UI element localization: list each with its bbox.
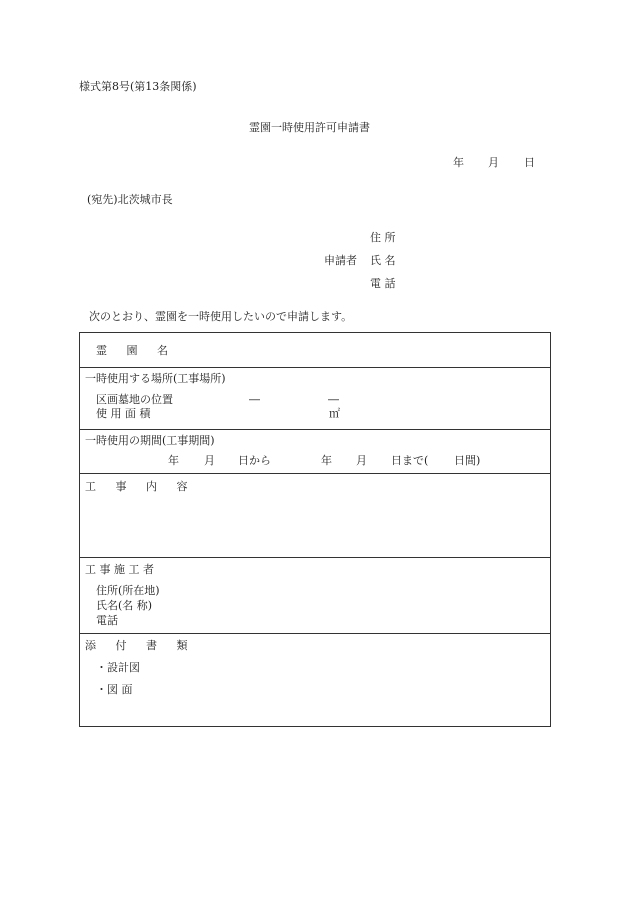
period-from-month: 月 bbox=[204, 454, 215, 467]
applicant-address-label: 住 所 bbox=[370, 231, 396, 244]
area-label: 使 用 面 積 bbox=[96, 407, 151, 420]
period-from-day: 日から bbox=[238, 454, 271, 467]
addressee: (宛先)北茨城市長 bbox=[87, 193, 173, 206]
form-number: 様式第8号(第13条関係) bbox=[79, 80, 197, 93]
row-contractor bbox=[80, 557, 550, 634]
period-heading: 一時使用の期間(工事期間) bbox=[85, 434, 215, 447]
contractor-phone-label: 電話 bbox=[96, 614, 118, 627]
area-unit: ㎡ bbox=[329, 407, 340, 420]
applicant-phone-label: 電 話 bbox=[370, 277, 396, 290]
row-cemetery-name bbox=[80, 333, 550, 368]
period-to-day: 日まで( bbox=[391, 454, 429, 467]
row-period bbox=[80, 429, 550, 474]
attachments-heading: 添 付 書 類 bbox=[85, 639, 196, 652]
location-heading: 一時使用する場所(工事場所) bbox=[85, 372, 226, 385]
cemetery-name-label: 霊 園 名 bbox=[96, 344, 176, 357]
document-title: 霊園一時使用許可申請書 bbox=[249, 121, 370, 134]
row-attachments bbox=[80, 633, 550, 726]
application-form-table bbox=[79, 332, 551, 727]
attachment-item: ・図 面 bbox=[96, 683, 133, 696]
date-month: 月 bbox=[488, 156, 499, 169]
period-days: 日間) bbox=[454, 454, 481, 467]
applicant-label: 申請者 bbox=[324, 254, 357, 267]
period-from-year: 年 bbox=[168, 454, 179, 467]
plot-position-label: 区画墓地の位置 bbox=[96, 393, 173, 406]
plot-dash-2: ― bbox=[328, 393, 339, 406]
contractor-name-label: 氏名(名 称) bbox=[96, 599, 153, 612]
period-to-month: 月 bbox=[356, 454, 367, 467]
applicant-name-label: 氏 名 bbox=[370, 254, 396, 267]
date-year: 年 bbox=[453, 156, 464, 169]
contractor-address-label: 住所(所在地) bbox=[96, 584, 160, 597]
contractor-heading: 工 事 施 工 者 bbox=[85, 563, 154, 576]
attachment-item: ・設計図 bbox=[96, 661, 140, 674]
date-day: 日 bbox=[524, 156, 535, 169]
plot-dash-1: ― bbox=[249, 393, 260, 406]
row-location bbox=[80, 367, 550, 430]
row-work-content bbox=[80, 473, 550, 558]
work-content-label: 工 事 内 容 bbox=[85, 480, 196, 493]
period-to-year: 年 bbox=[321, 454, 332, 467]
intro-text: 次のとおり、霊園を一時使用したいので申請します。 bbox=[89, 310, 353, 323]
